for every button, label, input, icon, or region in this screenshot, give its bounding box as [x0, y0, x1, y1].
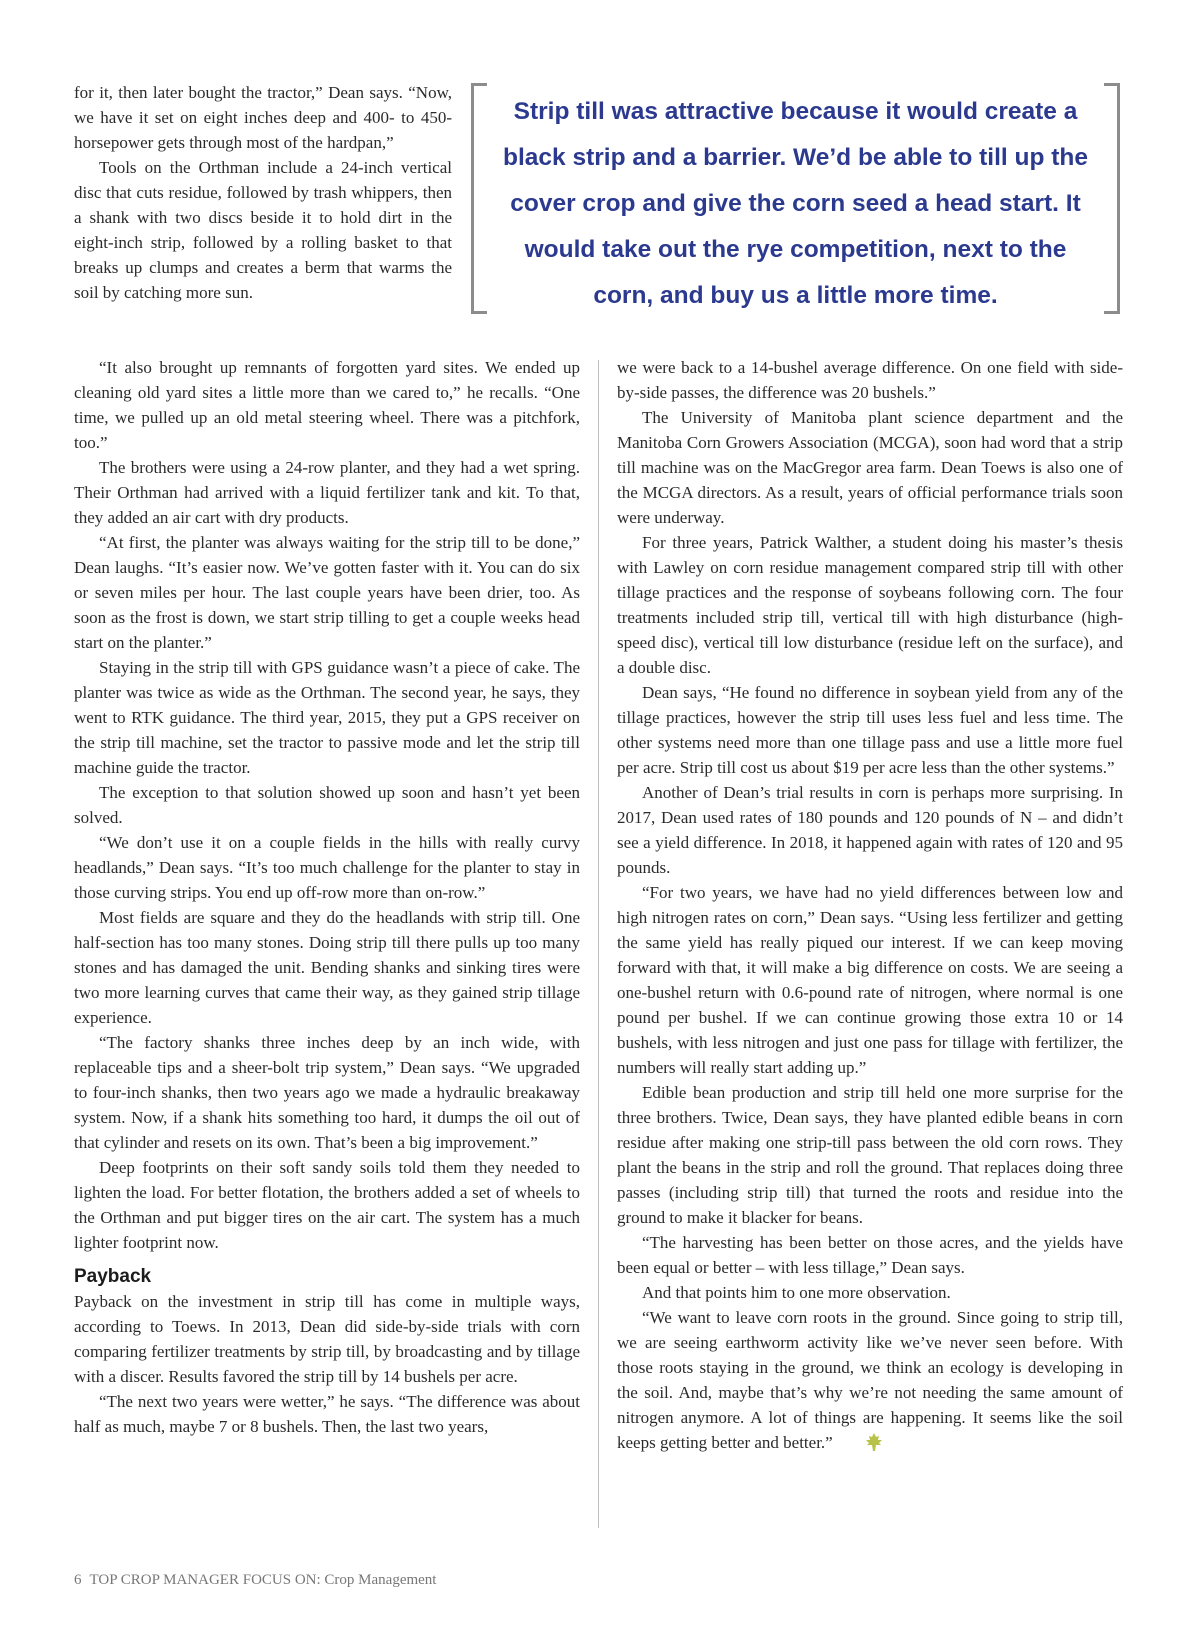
paragraph: Another of Dean’s trial results in corn is perhaps more surprising. In 2017, Dean used rates of 180 pounds and 120 pounds of N – and didn’t see a yield difference. In 2018, it happened again with rates of 120 and 95 pounds. — [617, 783, 1123, 877]
paragraph: “For two years, we have had no yield differences between low and high nitrogen rates on corn,” Dean says. “Using less fertilizer and getting the same yield has really piqued our interest. If we can keep moving forward with that, it will make a big difference on costs. We are seeing a one-bushel return with 0.6-pound rate of nitrogen, where normal is one pound per bushel. If we can continue growing those extra 10 or 14 bushels, with less nitrogen and just one pass for tillage with fertilizer, the numbers will really start adding up.” — [617, 883, 1123, 1077]
paragraph: Most fields are square and they do the headlands with strip till. One half-section has too many stones. Doing strip till there pulls up too many stones and has damaged the unit. Bending shanks and sinking tires were two more learning curves that came their way, as they gained strip tillage experience. — [74, 908, 580, 1027]
paragraph: The brothers were using a 24-row planter, and they had a wet spring. Their Orthman had arrived with a liquid fertilizer tank and kit. To that, they added an air cart with dry products. — [74, 458, 580, 527]
paragraph: “The next two years were wetter,” he says. “The difference was about half as much, maybe 7 or 8 bushels. Then, the last two years, — [74, 1392, 580, 1436]
paragraph: “It also brought up remnants of forgotten yard sites. We ended up cleaning old yard sites a little more than we cared to,” he recalls. “One time, we pulled up an old metal steering wheel. There was a pitchfork, too.” — [74, 358, 580, 452]
column-divider — [598, 360, 599, 1528]
pull-quote — [471, 83, 1120, 314]
paragraph: For three years, Patrick Walther, a student doing his master’s thesis with Lawley on corn residue management compared strip till with other tillage practices and the response of soybeans following corn. The four treatments included strip till, vertical till with high disturbance (high-speed disc), vertical till low disturbance (residue left on the surface), and a double disc. — [617, 533, 1123, 677]
paragraph: Dean says, “He found no difference in soybean yield from any of the tillage practices, however the strip till uses less fuel and less time. The other systems need more than one tillage pass and use a little more fuel per acre. Strip till cost us about $19 per acre less than the other systems.” — [617, 683, 1123, 777]
page-number: 6 — [74, 1572, 82, 1588]
pull-quote-text: Strip till was attractive because it would create a black strip and a barrier. We’d be able to till up the cover crop and give the corn seed a head start. It would take out the rye competition, next to the corn, and buy us a little more time. — [503, 98, 1088, 309]
paragraph: And that points him to one more observation. — [642, 1283, 951, 1302]
paragraph: Payback on the investment in strip till has come in multiple ways, according to Toews. In 2013, Dean did side-by-side trials with corn comparing fertilizer treatments by strip till, by broadcasting and by tillage with a discer. Results favored the strip till by 14 bushels per acre. — [74, 1292, 580, 1386]
paragraph: Tools on the Orthman include a 24-inch vertical disc that cuts residue, followed by trash whippers, then a shank with two discs beside it to hold dirt in the eight-inch strip, followed by a rolling basket to that breaks up clumps and creates a berm that warms the soil by catching more sun. — [74, 158, 452, 302]
paragraph: The exception to that solution showed up soon and hasn’t yet been solved. — [74, 783, 580, 827]
paragraph: “The harvesting has been better on those acres, and the yields have been equal or better – with less tillage,” Dean says. — [617, 1233, 1123, 1277]
column-top-left — [74, 80, 452, 305]
publication-name: TOP CROP MANAGER FOCUS ON: Crop Management — [89, 1572, 437, 1588]
pull-quote-left-bracket — [471, 83, 487, 314]
paragraph: we were back to a 14-bushel average difference. On one field with side-by-side passes, the difference was 20 bushels.” — [617, 358, 1123, 402]
column-right — [617, 355, 1123, 1459]
pull-quote-right-bracket — [1104, 83, 1120, 314]
paragraph: Staying in the strip till with GPS guidance wasn’t a piece of cake. The planter was twice as wide as the Orthman. The second year, he says, they went to RTK guidance. The third year, 2015, they put a GPS receiver on the strip till machine, set the tractor to passive mode and let the strip till machine guide the tractor. — [74, 658, 580, 777]
paragraph: “At first, the planter was always waiting for the strip till to be done,” Dean laughs. “It’s easier now. We’ve gotten faster with it. You can do six or seven miles per hour. The last couple years have been drier, too. As soon as the frost is down, we start strip tilling to get a couple weeks head start on the planter.” — [74, 533, 580, 652]
paragraph: “We don’t use it on a couple fields in the hills with really curvy headlands,” Dean says. “It’s too much challenge for the planter to stay in those curving strips. You end up off-row more than on-row.” — [74, 833, 580, 902]
paragraph-last — [617, 1305, 1123, 1459]
paragraph: for it, then later bought the tractor,” Dean says. “Now, we have it set on eight inches deep and 400- to 450-horsepower gets through most of the hardpan,” — [74, 83, 452, 152]
section-heading-payback: Payback — [74, 1266, 152, 1287]
paragraph-text: “We want to leave corn roots in the ground. Since going to strip till, we are seeing earthworm activity like we’ve never seen before. With those roots staying in the ground, we think an ecology is developing in the soil. And, maybe that’s why we’re not needing the same amount of nitrogen anymore. A lot of things are happening. It seems like the soil keeps getting better and better.” — [617, 1308, 1123, 1452]
paragraph: Deep footprints on their soft sandy soils told them they needed to lighten the load. For better flotation, the brothers added a set of wheels to the Orthman and put bigger tires on the air cart. The system has a much lighter footprint now. — [74, 1158, 580, 1252]
maple-leaf-icon — [839, 1432, 884, 1459]
paragraph: Edible bean production and strip till held one more surprise for the three brothers. Twice, Dean says, they have planted edible beans in corn residue after making one strip-till pass between the old corn rows. They plant the beans in the strip and roll the ground. That replaces doing three passes (including strip till) that turned the roots and residue into the ground to make it blacker for beans. — [617, 1083, 1123, 1227]
column-left — [74, 355, 580, 1439]
page-footer — [74, 1572, 436, 1589]
paragraph: The University of Manitoba plant science department and the Manitoba Corn Growers Association (MCGA), soon had word that a strip till machine was on the MacGregor area farm. Dean Toews is also one of the MCGA directors. As a result, years of official performance trials soon were underway. — [617, 408, 1123, 527]
paragraph: “The factory shanks three inches deep by an inch wide, with replaceable tips and a sheer-bolt trip system,” Dean says. “We upgraded to four-inch shanks, then two years ago we made a hydraulic breakaway system. Now, if a shank hits something too hard, it dumps the oil out of that cylinder and resets on its own. That’s been a big improvement.” — [74, 1033, 580, 1152]
